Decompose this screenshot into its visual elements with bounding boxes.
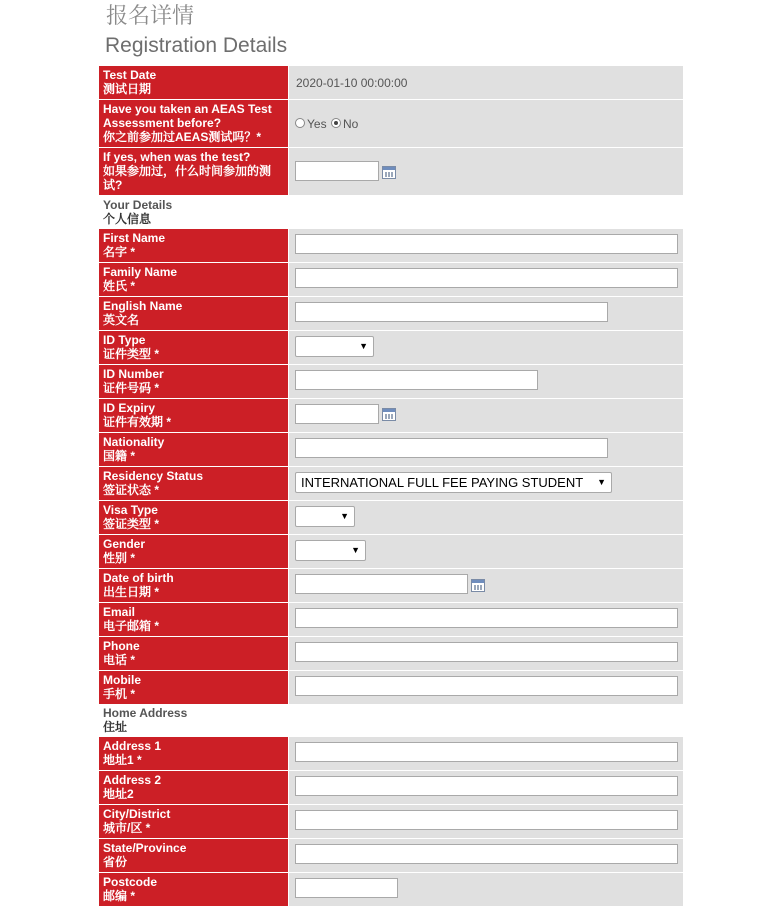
page-title: Registration Details: [105, 34, 288, 57]
nationality-label: [99, 433, 288, 466]
taken-before-label: [99, 100, 288, 147]
address1-value-cell: [289, 737, 683, 770]
first-name-label: [99, 229, 288, 262]
phone-row: [99, 637, 683, 670]
label-en: Address 1: [103, 739, 162, 753]
phone-label: [99, 637, 288, 670]
city-value-cell: [289, 805, 683, 838]
state-value-cell: [289, 839, 683, 872]
label-en: English Name: [103, 299, 183, 313]
label-cn: 名字 *: [103, 245, 136, 259]
nationality-value-cell: [289, 433, 683, 466]
radio-no[interactable]: [331, 118, 341, 128]
label-en: ID Number: [103, 367, 164, 381]
label-en: Address 2: [103, 773, 162, 787]
section-title-cn: 住址: [103, 720, 128, 734]
postcode-input[interactable]: [295, 878, 398, 898]
label-en: Date of birth: [103, 571, 174, 585]
first-name-input[interactable]: [295, 234, 678, 254]
label-cn: 姓氏 *: [103, 279, 136, 293]
label-cn: 如果参加过，什么时间参加的测试?: [103, 164, 272, 192]
label-cn: 电子邮箱 *: [103, 619, 160, 633]
radio-no-label: No: [343, 117, 359, 131]
label-cn: 手机 *: [103, 687, 136, 701]
home-address-heading: [103, 706, 187, 734]
label-cn: 英文名: [103, 313, 140, 327]
label-cn: 性别 *: [103, 551, 136, 565]
label-cn: 省份: [103, 855, 128, 869]
label-en: Phone: [103, 639, 140, 653]
gender-label: [99, 535, 288, 568]
label-cn: 证件有效期 *: [103, 415, 172, 429]
label-en: Gender: [103, 537, 146, 551]
label-cn: 国籍 *: [103, 449, 136, 463]
dob-value-cell: [289, 569, 683, 602]
address2-label: [99, 771, 288, 804]
id-number-label: [99, 365, 288, 398]
label-en: ID Expiry: [103, 401, 156, 415]
your-details-heading: [103, 198, 172, 226]
address1-label: [99, 737, 288, 770]
mobile-input[interactable]: [295, 676, 678, 696]
address1-input[interactable]: [295, 742, 678, 762]
when-test-row: [99, 148, 683, 195]
label-en: Family Name: [103, 265, 178, 279]
radio-yes-label: Yes: [307, 117, 327, 131]
chevron-down-icon: ▼: [340, 511, 349, 521]
address2-input[interactable]: [295, 776, 678, 796]
chevron-down-icon: ▼: [597, 477, 606, 487]
test-date-value-cell: [289, 66, 683, 99]
email-input[interactable]: [295, 608, 678, 628]
label-en: Mobile: [103, 673, 141, 687]
section-title-en: Your Details: [103, 198, 173, 212]
nationality-input[interactable]: [295, 438, 608, 458]
label-cn: 签证类型 *: [103, 517, 160, 531]
label-en: Test Date: [103, 68, 157, 82]
section-title-cn: 个人信息: [103, 212, 152, 226]
label-en: Have you taken an AEAS Test Assessment before?: [103, 102, 272, 130]
id-type-label: [99, 331, 288, 364]
email-row: [99, 603, 683, 636]
test-date-label: [99, 66, 288, 99]
nationality-row: [99, 433, 683, 466]
label-cn: 测试日期: [103, 82, 152, 96]
english-name-value-cell: [289, 297, 683, 330]
id-number-row: [99, 365, 683, 398]
english-name-row: [99, 297, 683, 330]
id-expiry-input[interactable]: [295, 404, 379, 424]
address2-value-cell: [289, 771, 683, 804]
residency-select[interactable]: [295, 472, 612, 493]
mobile-label: [99, 671, 288, 704]
label-cn: 地址1 *: [103, 753, 142, 767]
gender-value-cell: [289, 535, 683, 568]
label-en: City/District: [103, 807, 171, 821]
postcode-row: [99, 873, 683, 906]
family-name-value-cell: [289, 263, 683, 296]
address1-row: [99, 737, 683, 770]
email-value-cell: [289, 603, 683, 636]
radio-yes[interactable]: [295, 118, 305, 128]
city-row: [99, 805, 683, 838]
state-row: [99, 839, 683, 872]
family-name-row: [99, 263, 683, 296]
label-cn: 地址2: [103, 787, 134, 801]
email-label: [99, 603, 288, 636]
label-cn: 邮编 *: [103, 889, 136, 903]
dob-input[interactable]: [295, 574, 468, 594]
address2-row: [99, 771, 683, 804]
residency-value-cell: [289, 467, 683, 500]
label-en: State/Province: [103, 841, 187, 855]
id-number-value-cell: [289, 365, 683, 398]
phone-value-cell: [289, 637, 683, 670]
postcode-value-cell: [289, 873, 683, 906]
page-title-cn: 报名详情: [106, 4, 195, 29]
id-type-value-cell: [289, 331, 683, 364]
taken-before-value-cell: [289, 100, 683, 147]
mobile-row: [99, 671, 683, 704]
mobile-value-cell: [289, 671, 683, 704]
family-name-label: [99, 263, 288, 296]
label-en: Residency Status: [103, 469, 204, 483]
label-cn: 签证状态 *: [103, 483, 160, 497]
test-date-input[interactable]: [295, 161, 379, 181]
visa-type-row: [99, 501, 683, 534]
visa-type-value-cell: [289, 501, 683, 534]
chevron-down-icon: ▼: [351, 545, 360, 555]
english-name-input[interactable]: [295, 302, 608, 322]
calendar-icon[interactable]: [382, 166, 396, 179]
family-name-input[interactable]: [295, 268, 678, 288]
visa-type-label: [99, 501, 288, 534]
gender-select[interactable]: [295, 540, 366, 561]
test-date-value: 2020-01-10 00:00:00: [296, 76, 408, 90]
postcode-label: [99, 873, 288, 906]
calendar-icon[interactable]: [471, 579, 485, 592]
residency-selected: INTERNATIONAL FULL FEE PAYING STUDENT: [301, 475, 584, 490]
city-label: [99, 805, 288, 838]
id-type-row: [99, 331, 683, 364]
english-name-label: [99, 297, 288, 330]
label-cn: 你之前参加过AEAS测试吗？*: [103, 130, 262, 144]
taken-before-row: [99, 100, 683, 147]
city-input[interactable]: [295, 810, 678, 830]
dob-row: [99, 569, 683, 602]
section-title-en: Home Address: [103, 706, 188, 720]
calendar-icon[interactable]: [382, 408, 396, 421]
dob-label: [99, 569, 288, 602]
state-label: [99, 839, 288, 872]
id-expiry-value-cell: [289, 399, 683, 432]
state-input[interactable]: [295, 844, 678, 864]
when-test-value-cell: [289, 148, 683, 195]
when-test-label: [99, 148, 288, 195]
residency-row: [99, 467, 683, 500]
id-expiry-label: [99, 399, 288, 432]
label-en: ID Type: [103, 333, 146, 347]
label-cn: 证件号码 *: [103, 381, 160, 395]
label-cn: 电话 *: [103, 653, 136, 667]
first-name-row: [99, 229, 683, 262]
label-cn: 证件类型 *: [103, 347, 160, 361]
label-en: Postcode: [103, 875, 158, 889]
id-number-input[interactable]: [295, 370, 538, 390]
test-date-row: [99, 66, 683, 99]
first-name-value-cell: [289, 229, 683, 262]
visa-type-select[interactable]: [295, 506, 355, 527]
label-en: If yes, when was the test?: [103, 150, 251, 164]
chevron-down-icon: ▼: [359, 341, 368, 351]
gender-row: [99, 535, 683, 568]
id-expiry-row: [99, 399, 683, 432]
label-cn: 出生日期 *: [103, 585, 160, 599]
id-type-select[interactable]: [295, 336, 374, 357]
label-en: Email: [103, 605, 136, 619]
label-cn: 城市/区 *: [103, 821, 151, 835]
label-en: Visa Type: [103, 503, 158, 517]
label-en: First Name: [103, 231, 166, 245]
phone-input[interactable]: [295, 642, 678, 662]
label-en: Nationality: [103, 435, 165, 449]
residency-label: [99, 467, 288, 500]
